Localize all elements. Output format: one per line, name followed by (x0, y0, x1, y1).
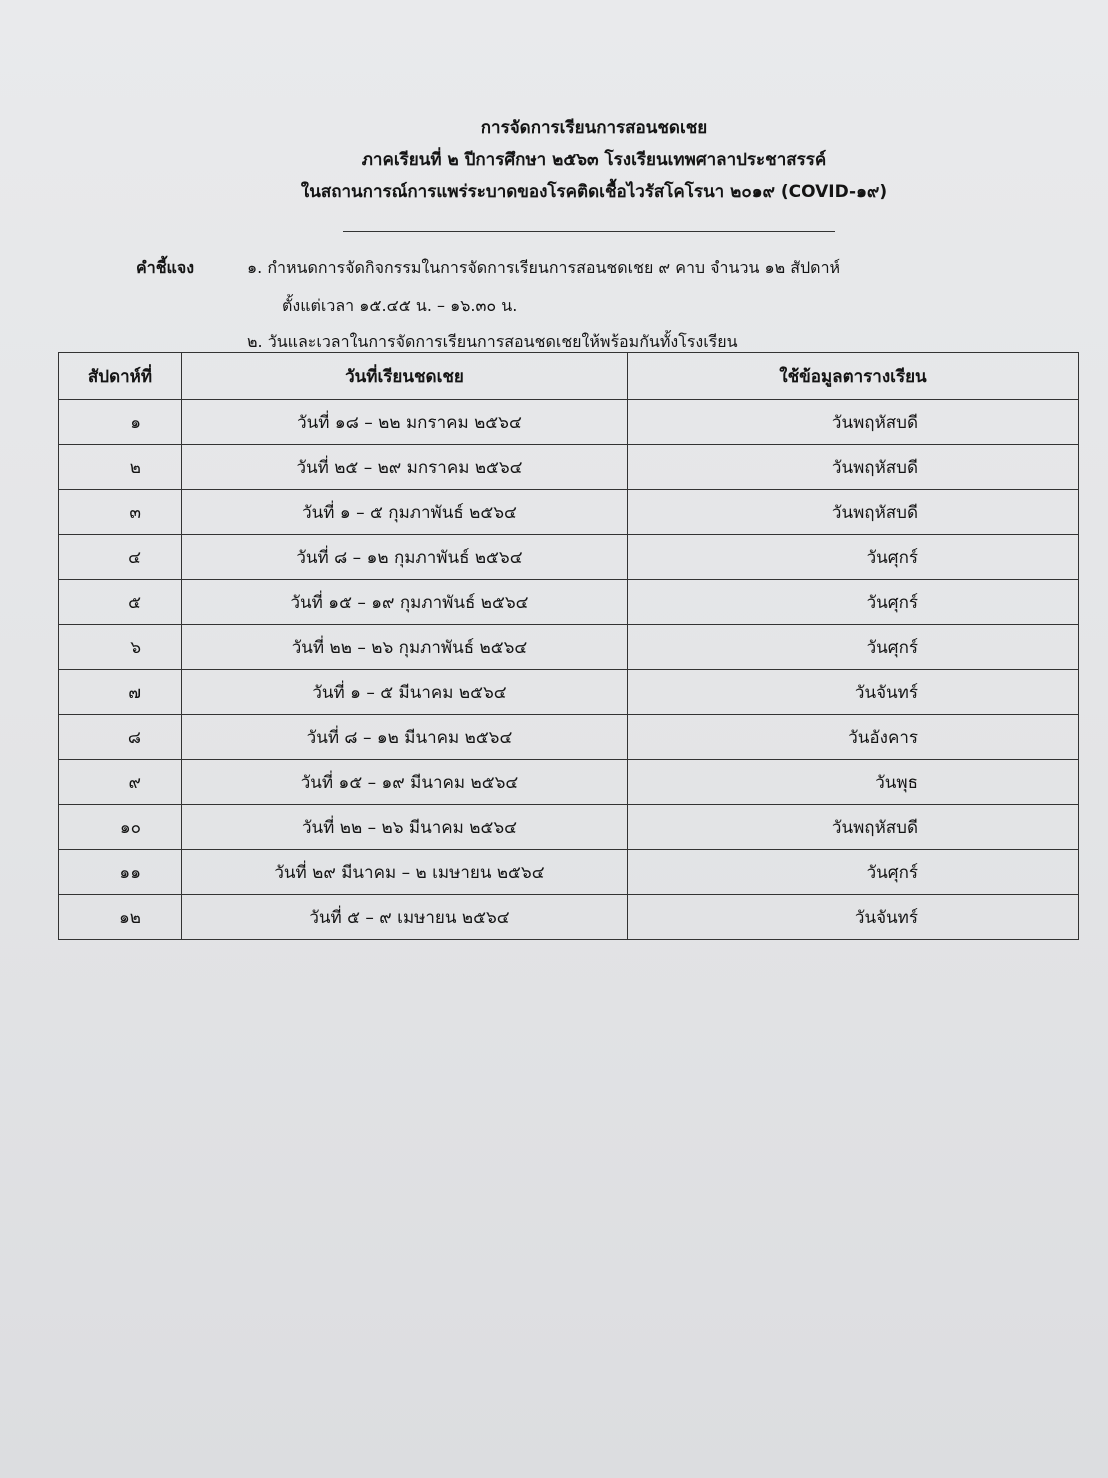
dates-cell: วันที่ ๑๘ – ๒๒ มกราคม ๒๕๖๔ (182, 400, 628, 445)
dates-cell: วันที่ ๑๕ – ๑๙ กุมภาพันธ์ ๒๕๖๔ (182, 580, 628, 625)
day-cell: วันพฤหัสบดี (628, 400, 1079, 445)
instructions-label: คำชี้แจง (136, 258, 195, 277)
day-cell: วันพฤหัสบดี (628, 490, 1079, 535)
title-line-2: ภาคเรียนที่ ๒ ปีการศึกษา ๒๕๖๓ โรงเรียนเทพศาลาประชาสรรค์ (361, 150, 827, 170)
day-cell: วันศุกร์ (628, 535, 1079, 580)
week-cell: ๗ (59, 670, 182, 715)
week-cell: ๑๒ (59, 895, 182, 940)
week-cell: ๑ (59, 400, 182, 445)
dates-cell: วันที่ ๘ – ๑๒ มีนาคม ๒๕๖๔ (182, 715, 628, 760)
header-week: สัปดาห์ที่ (59, 353, 182, 400)
table-row (59, 805, 1079, 850)
title-line-3: ในสถานการณ์การแพร่ระบาดของโรคติดเชื้อไวรัสโคโรนา ๒๐๑๙ (COVID-๑๙) (300, 182, 888, 202)
day-cell: วันศุกร์ (628, 850, 1079, 895)
table-row (59, 715, 1079, 760)
week-cell: ๑๐ (59, 805, 182, 850)
instruction-item-2: ๒. วันและเวลาในการจัดการเรียนการสอนชดเชยให้พร้อมกันทั้งโรงเรียน (247, 332, 738, 351)
week-cell: ๓ (59, 490, 182, 535)
instruction-item-1: ๑. กำหนดการจัดกิจกรรมในการจัดการเรียนการสอนชดเชย ๙ คาบ จำนวน ๑๒ สัปดาห์ (247, 258, 841, 277)
table-row (59, 760, 1079, 805)
day-cell: วันศุกร์ (628, 625, 1079, 670)
table-header-row (59, 353, 1079, 400)
table-row (59, 895, 1079, 940)
header-schedule-day: ใช้ข้อมูลตารางเรียน (628, 353, 1079, 400)
day-cell: วันจันทร์ (628, 895, 1079, 940)
week-cell: ๒ (59, 445, 182, 490)
dates-cell: วันที่ ๒๒ – ๒๖ มีนาคม ๒๕๖๔ (182, 805, 628, 850)
dates-cell: วันที่ ๒๒ – ๒๖ กุมภาพันธ์ ๒๕๖๔ (182, 625, 628, 670)
dates-cell: วันที่ ๑๕ – ๑๙ มีนาคม ๒๕๖๔ (182, 760, 628, 805)
title-underline (343, 231, 835, 232)
dates-cell: วันที่ ๑ – ๕ กุมภาพันธ์ ๒๕๖๔ (182, 490, 628, 535)
week-cell: ๕ (59, 580, 182, 625)
dates-cell: วันที่ ๒๙ มีนาคม – ๒ เมษายน ๒๕๖๔ (182, 850, 628, 895)
table-row (59, 400, 1079, 445)
table-row (59, 535, 1079, 580)
dates-cell: วันที่ ๒๕ – ๒๙ มกราคม ๒๕๖๔ (182, 445, 628, 490)
day-cell: วันพฤหัสบดี (628, 445, 1079, 490)
day-cell: วันพุธ (628, 760, 1079, 805)
table-row (59, 445, 1079, 490)
header-dates: วันที่เรียนชดเชย (182, 353, 628, 400)
day-cell: วันพฤหัสบดี (628, 805, 1079, 850)
table-row (59, 580, 1079, 625)
table-row (59, 670, 1079, 715)
week-cell: ๖ (59, 625, 182, 670)
title-block (0, 112, 1108, 208)
week-cell: ๙ (59, 760, 182, 805)
schedule-table (58, 352, 1079, 940)
day-cell: วันจันทร์ (628, 670, 1079, 715)
table-row (59, 490, 1079, 535)
dates-cell: วันที่ ๕ – ๙ เมษายน ๒๕๖๔ (182, 895, 628, 940)
table-row (59, 850, 1079, 895)
week-cell: ๘ (59, 715, 182, 760)
instruction-item-1-continued: ตั้งแต่เวลา ๑๕.๔๕ น. – ๑๖.๓๐ น. (282, 296, 518, 315)
day-cell: วันอังคาร (628, 715, 1079, 760)
week-cell: ๔ (59, 535, 182, 580)
table-row (59, 625, 1079, 670)
dates-cell: วันที่ ๑ – ๕ มีนาคม ๒๕๖๔ (182, 670, 628, 715)
day-cell: วันศุกร์ (628, 580, 1079, 625)
week-cell: ๑๑ (59, 850, 182, 895)
title-line-1: การจัดการเรียนการสอนชดเชย (480, 118, 708, 138)
dates-cell: วันที่ ๘ – ๑๒ กุมภาพันธ์ ๒๕๖๔ (182, 535, 628, 580)
